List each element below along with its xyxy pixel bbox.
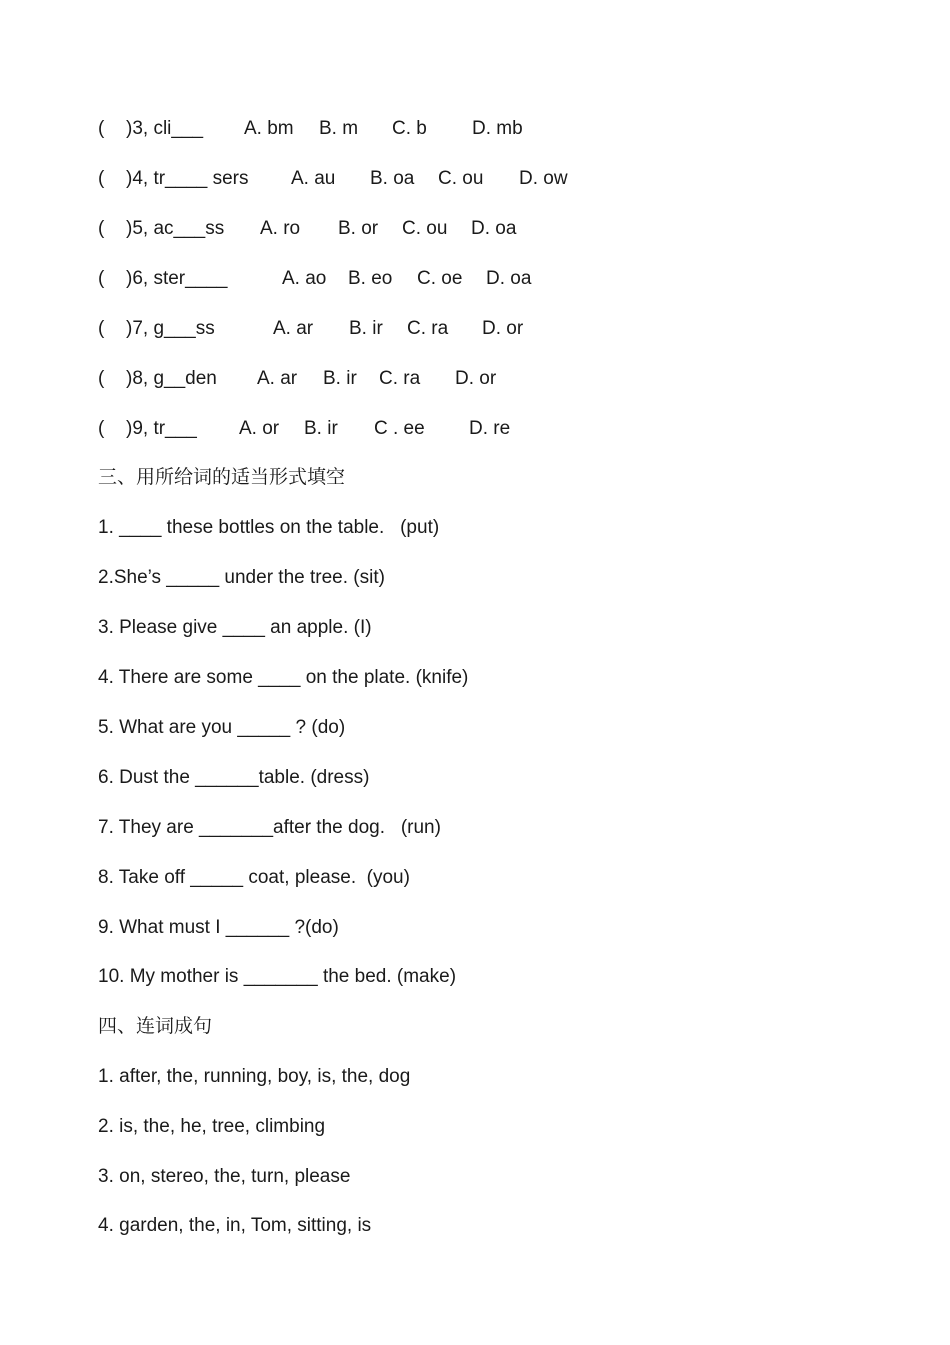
option-c: C. ra — [407, 318, 449, 339]
option-c: C. ou — [438, 168, 484, 189]
option-b: B. or — [338, 218, 379, 239]
option-c: C. oe — [417, 268, 463, 289]
option-d: D. re — [469, 418, 511, 439]
fill-in-question: 9. What must I ______ ?(do) — [98, 917, 339, 938]
question-stem: )5, ac___ss — [126, 218, 225, 239]
question-stem: )8, g__den — [126, 368, 217, 389]
option-b: B. ir — [323, 368, 357, 389]
option-d: D. mb — [472, 118, 523, 139]
option-d: D. oa — [471, 218, 517, 239]
option-a: A. bm — [244, 118, 294, 139]
answer-paren: ( — [98, 118, 105, 139]
word-order-question: 1. after, the, running, boy, is, the, dog — [98, 1066, 411, 1087]
question-stem: )7, g___ss — [126, 318, 215, 339]
section-heading: 三、用所给词的适当形式填空 — [98, 466, 346, 488]
option-a: A. ar — [257, 368, 298, 389]
option-d: D. ow — [519, 168, 568, 189]
section-heading: 四、连词成句 — [98, 1015, 213, 1037]
option-d: D. or — [482, 318, 524, 339]
option-a: A. ar — [273, 318, 314, 339]
question-stem: )6, ster____ — [126, 268, 228, 289]
answer-paren: ( — [98, 368, 105, 389]
answer-paren: ( — [98, 318, 105, 339]
option-b: B. eo — [348, 268, 393, 289]
option-b: B. ir — [304, 418, 338, 439]
option-c: C. ra — [379, 368, 421, 389]
answer-paren: ( — [98, 268, 105, 289]
option-a: A. ao — [282, 268, 327, 289]
option-d: D. or — [455, 368, 497, 389]
option-b: B. ir — [349, 318, 383, 339]
question-stem: )9, tr___ — [126, 418, 197, 439]
answer-paren: ( — [98, 218, 105, 239]
fill-in-question: 6. Dust the ______table. (dress) — [98, 767, 370, 788]
option-c: C. ou — [402, 218, 448, 239]
word-order-question: 3. on, stereo, the, turn, please — [98, 1166, 351, 1187]
option-a: A. au — [291, 168, 336, 189]
answer-paren: ( — [98, 168, 105, 189]
option-a: A. or — [239, 418, 280, 439]
answer-paren: ( — [98, 418, 105, 439]
word-order-question: 2. is, the, he, tree, climbing — [98, 1116, 326, 1137]
option-c: C. b — [392, 118, 427, 139]
fill-in-question: 10. My mother is _______ the bed. (make) — [98, 966, 457, 987]
question-stem: )3, cli___ — [126, 118, 204, 139]
option-d: D. oa — [486, 268, 532, 289]
fill-in-question: 5. What are you _____ ? (do) — [98, 717, 346, 738]
option-b: B. m — [319, 118, 359, 139]
fill-in-question: 2.She’s _____ under the tree. (sit) — [98, 567, 385, 588]
fill-in-question: 3. Please give ____ an apple. (I) — [98, 617, 372, 638]
option-a: A. ro — [260, 218, 301, 239]
option-b: B. oa — [370, 168, 415, 189]
fill-in-question: 7. They are _______after the dog. (run) — [98, 817, 441, 838]
fill-in-question: 1. ____ these bottles on the table. (put) — [98, 517, 440, 538]
fill-in-question: 4. There are some ____ on the plate. (knife) — [98, 667, 469, 688]
fill-in-question: 8. Take off _____ coat, please. (you) — [98, 867, 410, 888]
option-c: C . ee — [374, 418, 425, 439]
word-order-question: 4. garden, the, in, Tom, sitting, is — [98, 1215, 372, 1236]
question-stem: )4, tr____ sers — [126, 168, 249, 189]
